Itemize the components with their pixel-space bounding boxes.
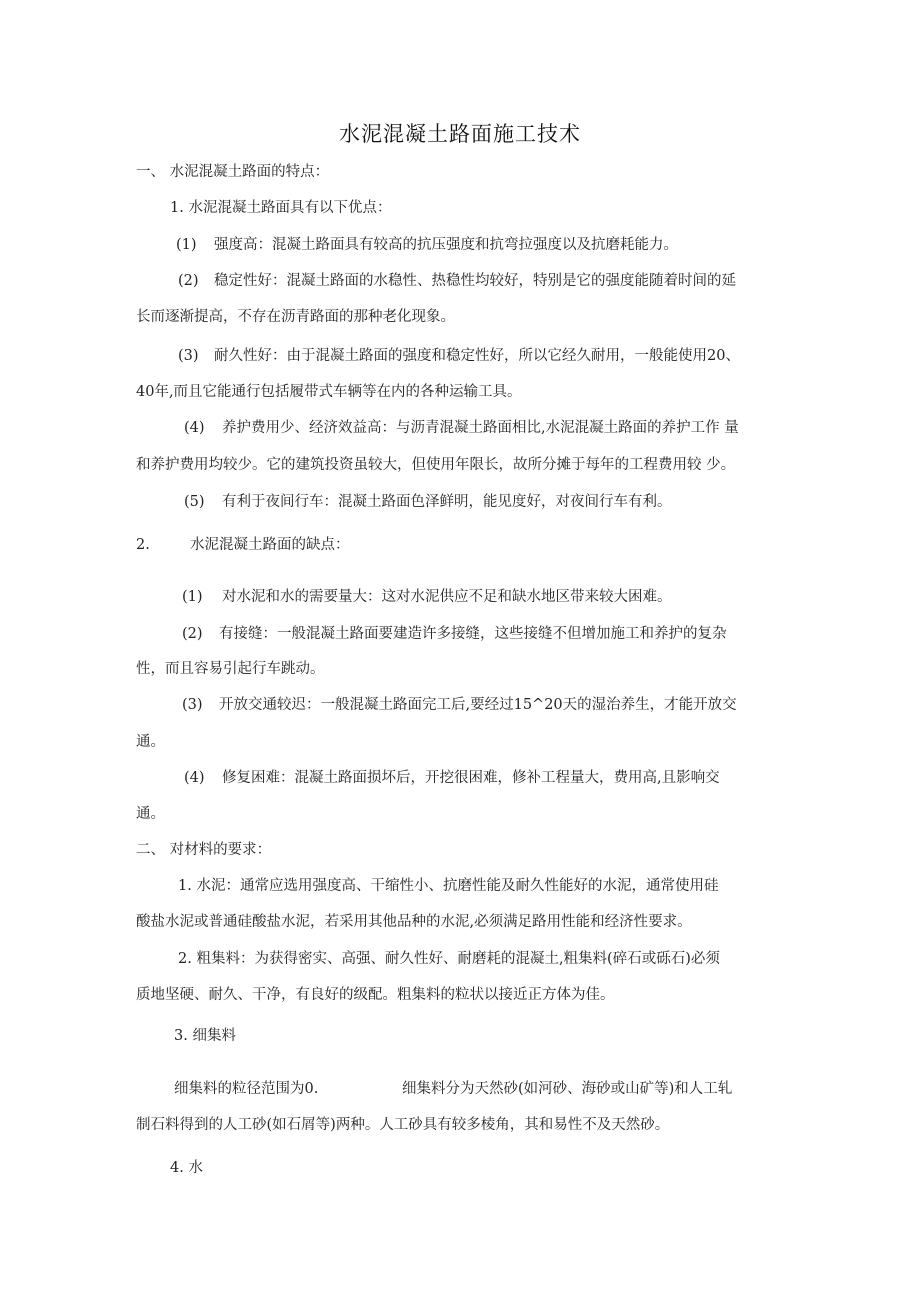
item-number: (1) <box>176 237 197 253</box>
list-item <box>184 768 720 788</box>
document-title: 水泥混凝土路面施工技术 <box>339 122 581 146</box>
fine-aggregate-text-b: 细集料分为天然砂(如河砂、海砂或山矿等)和人工轧 <box>402 1081 733 1097</box>
item-text-continued: 长而逐渐提高，不存在沥青路面的那种老化现象。 <box>136 309 455 325</box>
material-heading-water: 4. 水 <box>170 1160 203 1176</box>
list-item <box>184 418 739 438</box>
item-number: (2) <box>178 273 199 289</box>
item-number: (3) <box>182 697 203 713</box>
subheading-text: 水泥混凝土路面的缺点： <box>190 537 350 553</box>
item-text: 开放交通较迟：一般混凝土路面完工后,要经过15^20天的湿治养生，才能开放交 <box>219 697 737 713</box>
item-text: 稳定性好：混凝土路面的水稳性、热稳性均较好，特别是它的强度能随着时间的延 <box>214 273 736 289</box>
item-text-continued: 通。 <box>136 806 165 822</box>
item-text-continued: 质地坚硬、耐久、干净，有良好的级配。粗集料的粒状以接近正方体为佳。 <box>136 987 615 1003</box>
list-item <box>184 492 672 512</box>
section-heading-2: 二、 对材料的要求： <box>136 842 272 858</box>
list-item <box>182 695 737 715</box>
list-item <box>178 346 740 366</box>
item-text: 有接缝：一般混凝土路面要建造许多接缝，这些接缝不但增加施工和养护的复杂 <box>219 626 727 642</box>
item-text-continued: 酸盐水泥或普通硅酸盐水泥，若采用其他品种的水泥,必须满足路用性能和经济性要求。 <box>136 914 692 930</box>
item-text: 对水泥和水的需要量大：这对水泥供应不足和缺水地区带来较大困难。 <box>222 589 672 605</box>
item-number: (1) <box>182 589 203 605</box>
subheading-advantages: 1. 水泥混凝土路面具有以下优点： <box>170 200 392 216</box>
list-item <box>182 587 672 607</box>
subheading-disadvantages <box>136 535 350 555</box>
item-number: (5) <box>184 494 205 510</box>
section-heading-1: 一、 水泥混凝土路面的特点： <box>136 164 330 180</box>
item-text: 有利于夜间行车：混凝土路面色泽鲜明，能见度好，对夜间行车有利。 <box>222 494 672 510</box>
item-text: 养护费用少、经济效益高：与沥青混凝土路面相比,水泥混凝土路面的养护工作 量 <box>222 420 739 436</box>
item-text-continued: 通。 <box>136 734 165 750</box>
item-number: (4) <box>184 770 205 786</box>
item-number: (2) <box>182 626 203 642</box>
material-item-coarse-aggregate: 2. 粗集料：为获得密实、高强、耐久性好、耐磨耗的混凝土,粗集料(碎石或砾石)必须 <box>178 951 720 967</box>
item-number: (4) <box>184 420 205 436</box>
item-text-continued: 40年,而且它能通行包括履带式车辆等在内的各种运输工具。 <box>136 384 522 400</box>
fine-aggregate-text-c: 制石料得到的人工砂(如石屑等)两种。人工砂具有较多棱角，其和易性不及天然砂。 <box>136 1117 670 1133</box>
list-item <box>182 624 727 644</box>
material-item-cement: 1. 水泥：通常应选用强度高、干缩性小、抗磨性能及耐久性能好的水泥，通常使用硅 <box>178 878 719 894</box>
subheading-number: 2. <box>136 537 150 553</box>
list-item <box>176 235 678 255</box>
item-text-continued: 和养护费用均较少。它的建筑投资虽较大，但使用年限长，故所分摊于每年的工程费用较 少。 <box>136 457 736 473</box>
item-text-continued: 性，而且容易引起行车跳动。 <box>136 661 325 677</box>
item-text: 强度高：混凝土路面具有较高的抗压强度和抗弯拉强度以及抗磨耗能力。 <box>214 237 678 253</box>
item-text: 耐久性好：由于混凝土路面的强度和稳定性好，所以它经久耐用，一般能使用20、 <box>214 348 740 364</box>
item-text: 修复困难：混凝土路面损坏后，开挖很困难，修补工程量大，费用高,且影响交 <box>222 770 720 786</box>
list-item <box>178 271 736 291</box>
item-number: (3) <box>178 348 199 364</box>
material-heading-fine-aggregate: 3. 细集料 <box>174 1028 236 1044</box>
fine-aggregate-text-a: 细集料的粒径范围为0. <box>174 1081 319 1097</box>
